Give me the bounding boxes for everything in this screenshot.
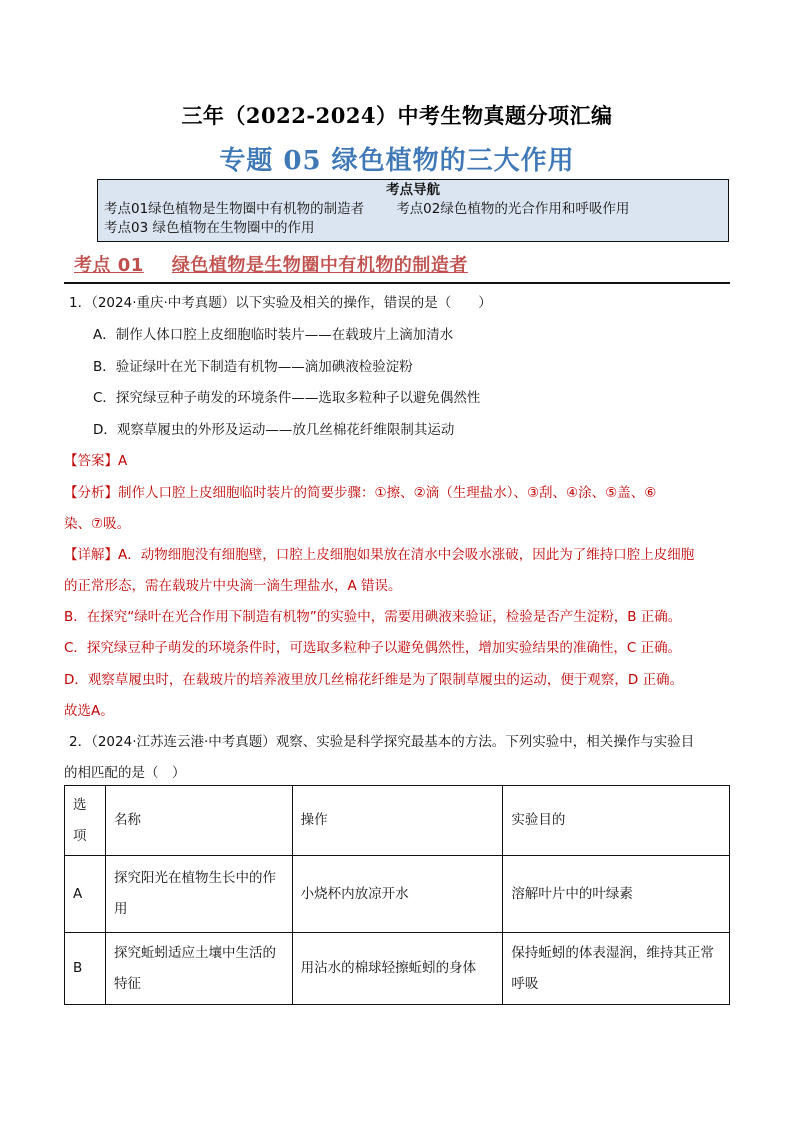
section-number: 考点 01 bbox=[74, 255, 144, 276]
question-1-analysis-line-1: 【分析】制作人口腔上皮细胞临时装片的简要步骤：①擦、②滴（生理盐水）、③刮、④涂、⑤盖、⑥ bbox=[64, 485, 657, 501]
row-b-operation: 用沾水的棉球轻擦蚯蚓的身体 bbox=[292, 933, 503, 1005]
navigation-row-1 bbox=[98, 200, 728, 219]
question-2-table bbox=[64, 785, 730, 1005]
table-header-row bbox=[65, 786, 730, 856]
row-a-purpose: 溶解叶片中的叶绿素 bbox=[503, 856, 730, 933]
nav-item-1: 考点01绿色植物是生物圈中有机物的制造者 bbox=[104, 201, 365, 217]
row-b-option: B bbox=[65, 933, 106, 1005]
section-title: 绿色植物是生物圈中有机物的制造者 bbox=[171, 255, 468, 276]
question-1-answer: 【答案】A bbox=[64, 453, 128, 469]
table-row bbox=[65, 933, 730, 1005]
row-a-name: 探究阳光在植物生长中的作用 bbox=[105, 856, 292, 933]
question-2-stem-line-1: 2．（2024·江苏连云港·中考真题）观察、实验是科学探究最基本的方法。下列实验中，相关操作与实验目 bbox=[69, 734, 695, 750]
header-option bbox=[65, 786, 106, 856]
question-1-option-a: A．制作人体口腔上皮细胞临时装片——在载玻片上滴加清水 bbox=[93, 327, 454, 343]
topic-title: 专题 05 绿色植物的三大作用 bbox=[219, 146, 575, 176]
question-1-conclusion: 故选A。 bbox=[64, 703, 114, 719]
question-1-option-d: D．观察草履虫的外形及运动——放几丝棉花纤维限制其运动 bbox=[93, 422, 455, 438]
header-name: 名称 bbox=[105, 786, 292, 856]
question-1-stem: 1．（2024·重庆·中考真题）以下实验及相关的操作，错误的是（ ） bbox=[69, 295, 492, 311]
question-1-detail-line-1: 【详解】A．动物细胞没有细胞壁，口腔上皮细胞如果放在清水中会吸水涨破，因此为了维持口腔上皮细胞 bbox=[64, 547, 695, 563]
row-a-option: A bbox=[65, 856, 106, 933]
header-option-label: 选项 bbox=[73, 796, 87, 844]
question-1-detail-line-3: B．在探究“绿叶在光合作用下制造有机物”的实验中，需要用碘液来验证，检验是否产生淀粉，B 正确。 bbox=[64, 609, 682, 625]
table-row bbox=[65, 856, 730, 933]
navigation-row-2 bbox=[98, 219, 728, 238]
question-1-option-b: B．验证绿叶在光下制造有机物——滴加碘液检验淀粉 bbox=[93, 359, 413, 375]
section-heading bbox=[64, 252, 730, 284]
navigation-title: 考点导航 bbox=[386, 182, 440, 198]
question-1-detail-line-2: 的正常形态，需在载玻片中央滴一滴生理盐水，A 错误。 bbox=[64, 578, 402, 594]
topic-navigation-box bbox=[97, 179, 729, 242]
row-b-name: 探究蚯蚓适应土壤中生活的特征 bbox=[105, 933, 292, 1005]
document-title: 三年（2022-2024）中考生物真题分项汇编 bbox=[181, 103, 613, 128]
question-1-detail-line-5: D．观察草履虫时，在载玻片的培养液里放几丝棉花纤维是为了限制草履虫的运动，便于观察，D 正确。 bbox=[64, 672, 684, 688]
question-1-detail-line-4: C．探究绿豆种子萌发的环境条件时，可选取多粒种子以避免偶然性，增加实验结果的准确性，C 正确。 bbox=[64, 640, 682, 656]
row-b-purpose: 保持蚯蚓的体表湿润，维持其正常呼吸 bbox=[503, 933, 730, 1005]
row-a-operation: 小烧杯内放凉开水 bbox=[292, 856, 503, 933]
question-2-stem-line-2: 的相匹配的是（ ） bbox=[64, 765, 186, 781]
header-operation: 操作 bbox=[292, 786, 503, 856]
nav-item-3: 考点03 绿色植物在生物圈中的作用 bbox=[104, 220, 315, 236]
question-1-analysis-line-2: 染、⑦吸。 bbox=[64, 516, 131, 532]
header-purpose: 实验目的 bbox=[503, 786, 730, 856]
nav-item-2: 考点02绿色植物的光合作用和呼吸作用 bbox=[396, 201, 630, 217]
question-1-option-c: C．探究绿豆种子萌发的环境条件——选取多粒种子以避免偶然性 bbox=[93, 390, 481, 406]
